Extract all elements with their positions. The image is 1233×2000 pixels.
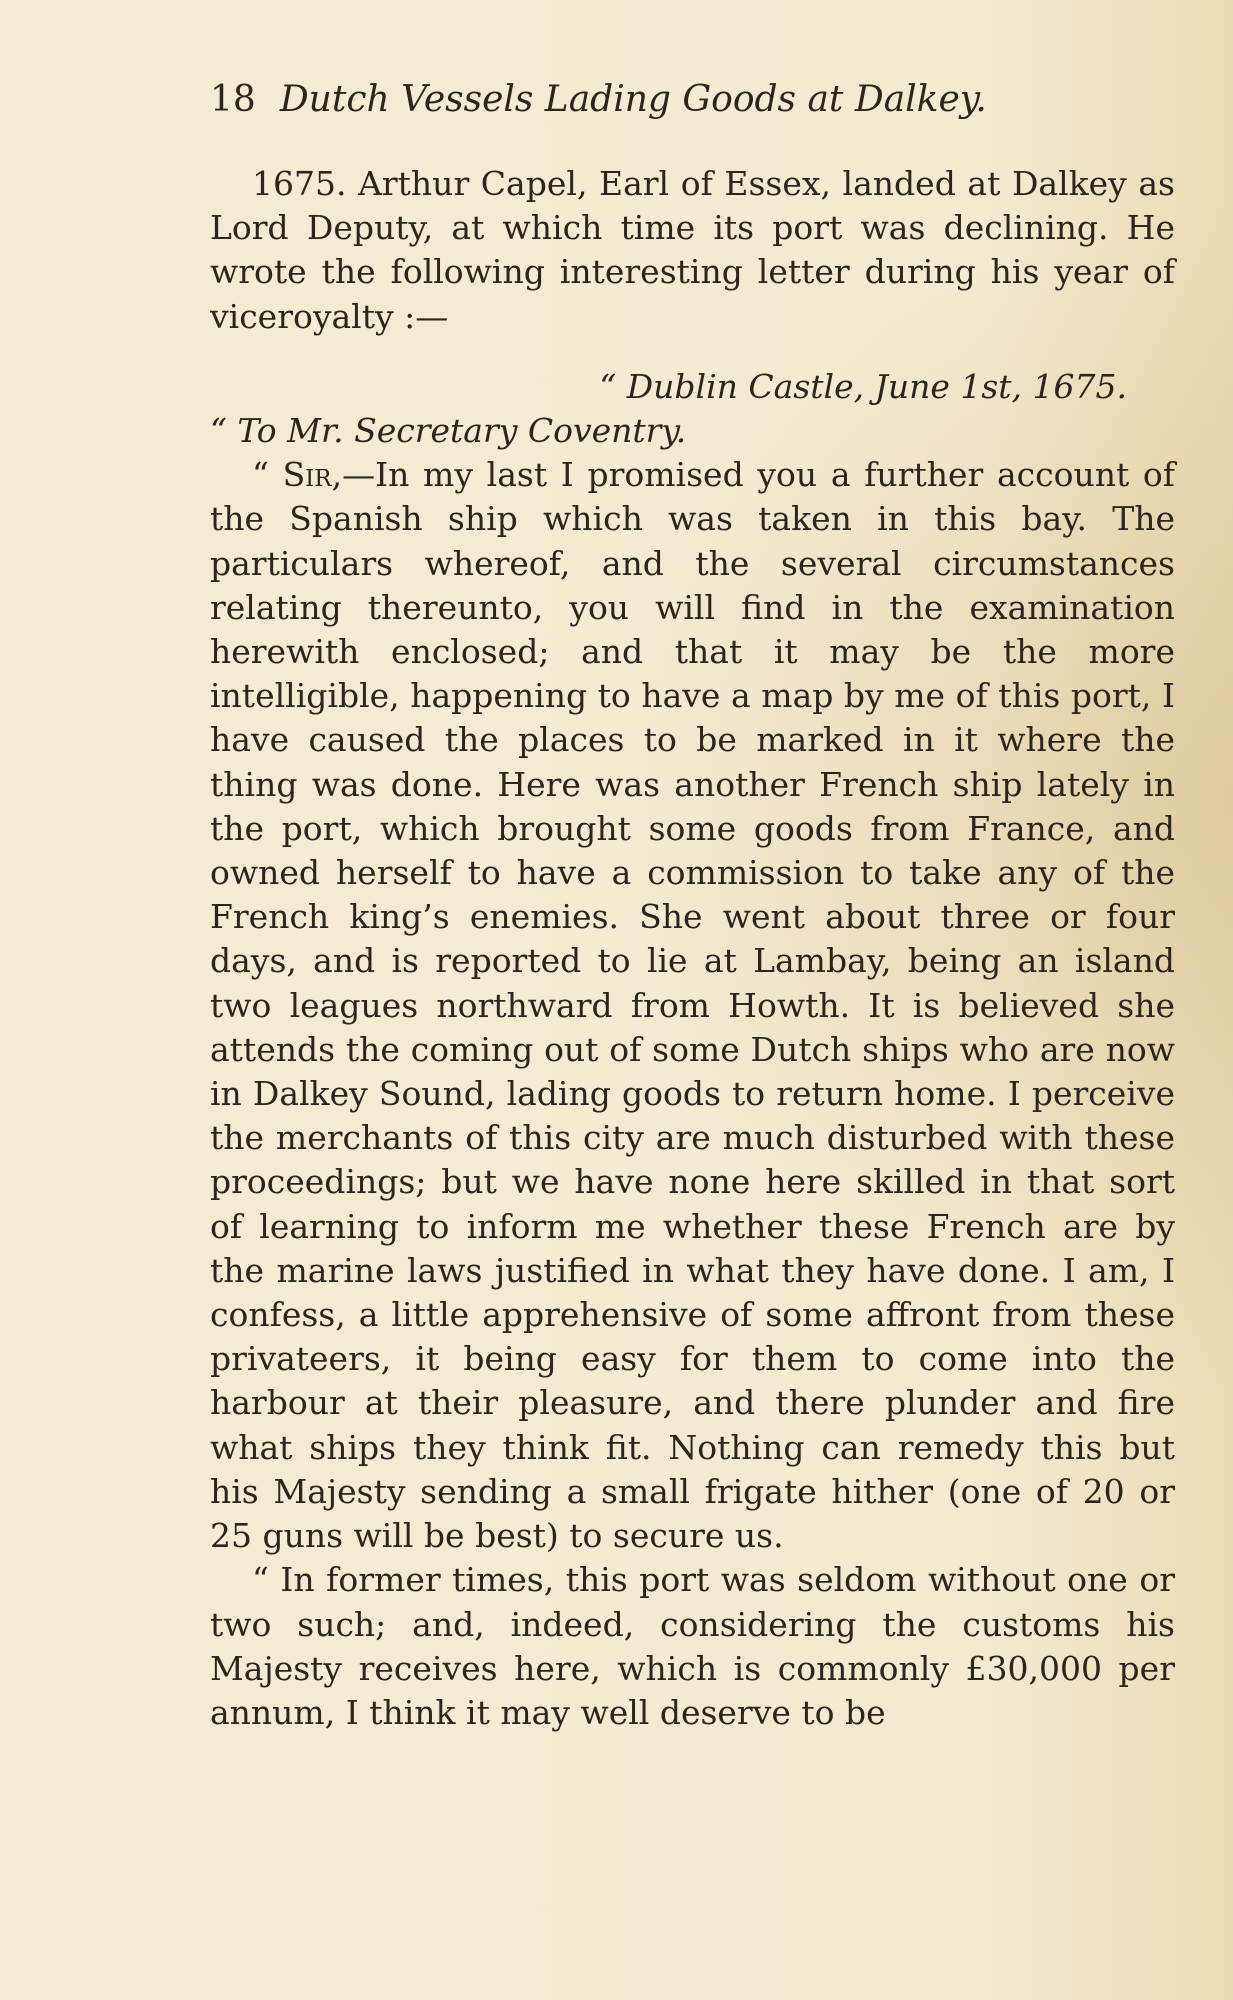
page-number: 18 <box>210 79 256 120</box>
page-header <box>210 78 987 122</box>
final-paragraph: “ In former times, this port was seldom without one or two such; and, indeed, considering the customs his Majesty receives here, which is commonly £30,000 per annum, I think it may well deserve to be <box>210 1560 1175 1732</box>
letter-open-quote: “ <box>252 455 283 495</box>
letter-sir: Sir <box>282 455 332 495</box>
letter-paragraph <box>210 453 1175 1558</box>
intro-paragraph: 1675. Arthur Capel, Earl of Essex, landed at Dalkey as Lord Deputy, at which time its port was declining. He wrote the following interesting letter during his year of viceroyalty :— <box>210 164 1175 336</box>
body-text <box>210 162 1175 1735</box>
letter-body: ,—In my last I promised you a further account of the Spanish ship which was taken in this bay. The particulars whereof, and the several circumstances relating thereunto, you will find in the examination herewith enclosed; and that it may be the more intelligible, happening to have a map by me of this port, I have caused the places to be marked in it where the thing was done. Here was another French ship lately in the port, which brought some goods from France, and owned herself to have a commission to take any of the French king’s enemies. She went about three or four days, and is reported to lie at Lambay, being an island two leagues northward from Howth. It is believed she attends the coming out of some Dutch ships who are now in Dalkey Sound, lading goods to return home. I perceive the merchants of this city are much disturbed with these proceedings; but we have none here skilled in that sort of learning to inform me whether these French are by the marine laws justified in what they have done. I am, I confess, a little apprehensive of some affront from these privateers, it being easy for them to come into the harbour at their pleasure, and there plunder and fire what ships they think fit. Nothing can remedy this but his Majesty sending a small frigate hither (one of 20 or 25 guns will be best) to secure us. <box>210 455 1175 1556</box>
running-title: Dutch Vessels Lading Goods at Dalkey. <box>279 79 987 120</box>
letter-dateline: “ Dublin Castle, June 1st, 1675. <box>599 366 1127 406</box>
letter-salutation: “ To Mr. Secretary Coventry. <box>210 411 687 451</box>
